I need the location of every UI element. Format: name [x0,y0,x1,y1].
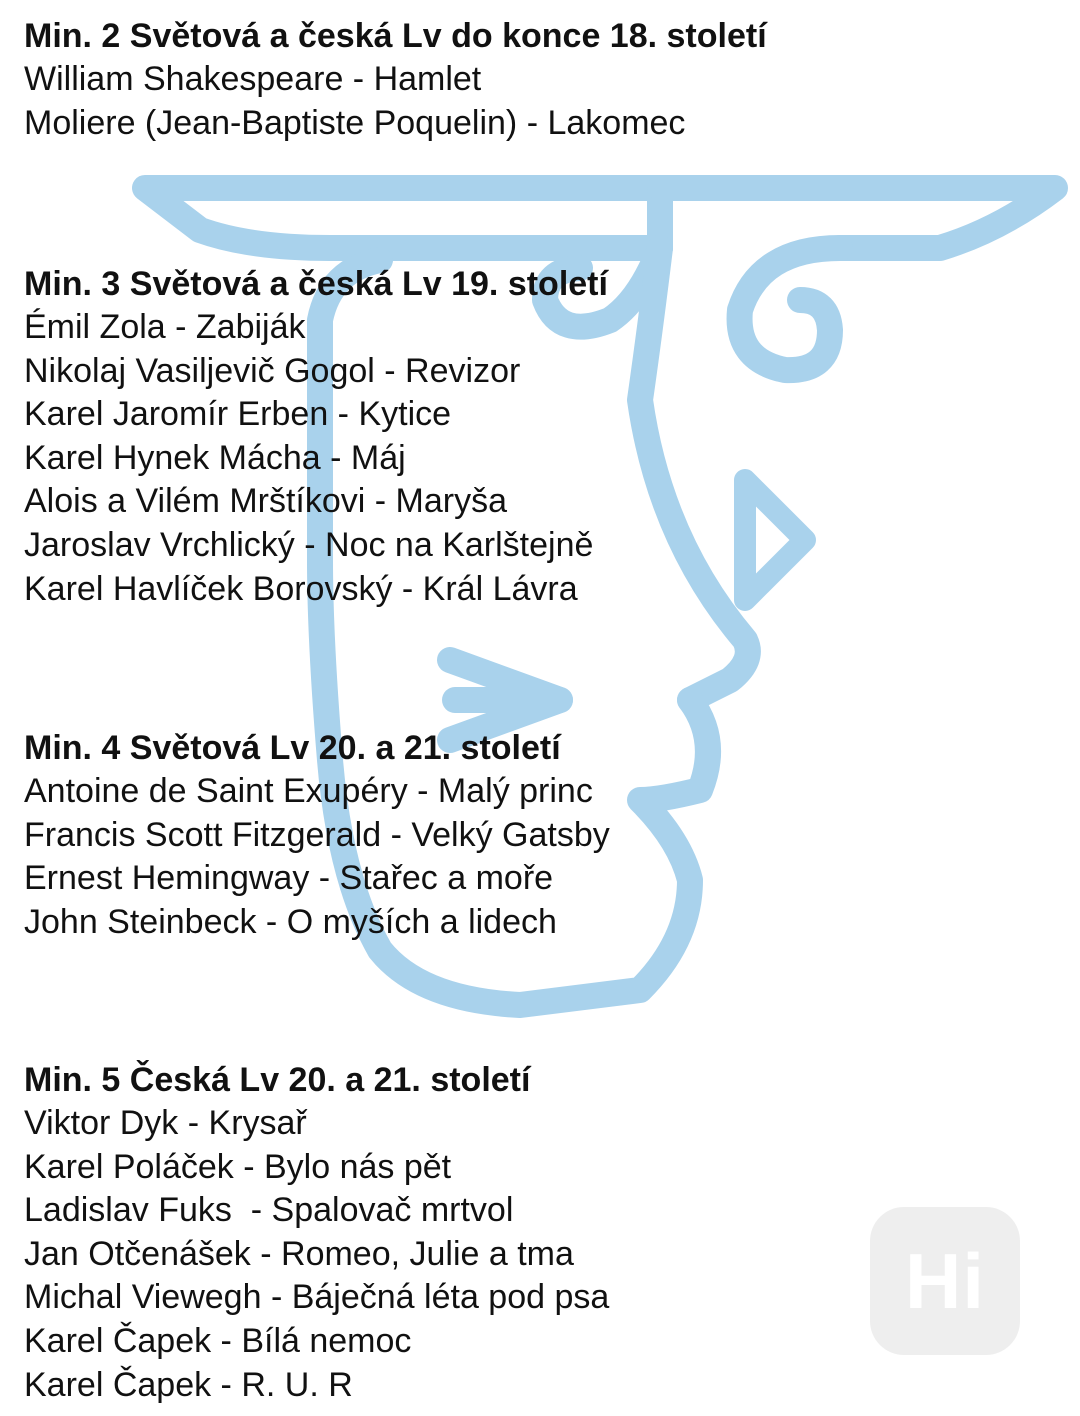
list-item: Ladislav Fuks - Spalovač mrtvol [24,1191,514,1230]
list-item: Karel Hynek Mácha - Máj [24,438,406,477]
list-item: Jaroslav Vrchlický - Noc na Karlštejně [24,525,594,564]
list-item: Michal Viewegh - Báječná léta pod psa [24,1278,610,1317]
section-min-4 [24,726,610,944]
list-item: Karel Čapek - R. U. R [24,1365,353,1404]
list-item: Émil Zola - Zabiják [24,308,306,346]
list-item: John Steinbeck - O myších a lidech [24,902,557,941]
list-item: Karel Jaromír Erben - Kytice [24,395,452,434]
section-min-2 [24,14,767,145]
list-item: Alois a Vilém Mrštíkovi - Maryša [24,482,508,521]
section-title: Min. 5 Česká Lv 20. a 21. století [24,1061,531,1099]
list-item: Moliere (Jean-Baptiste Poquelin) - Lakomec [24,103,686,142]
hi-badge-logo: Hi [870,1207,1020,1355]
list-item: Jan Otčenášek - Romeo, Julie a tma [24,1234,574,1273]
list-item: Francis Scott Fitzgerald - Velký Gatsby [24,815,610,854]
section-title: Min. 2 Světová a česká Lv do konce 18. století [24,17,767,55]
list-item: Ernest Hemingway - Stařec a moře [24,859,554,898]
section-min-5 [24,1058,609,1407]
list-item: Karel Poláček - Bylo nás pět [24,1147,452,1186]
list-item: Karel Havlíček Borovský - Král Lávra [24,569,578,608]
list-item: Nikolaj Vasiljevič Gogol - Revizor [24,351,521,390]
section-title: Min. 4 Světová Lv 20. a 21. století [24,729,561,767]
section-title: Min. 3 Světová a česká Lv 19. století [24,265,608,303]
list-item: William Shakespeare - Hamlet [24,60,482,98]
list-item: Viktor Dyk - Krysař [24,1104,307,1142]
section-min-3 [24,262,608,611]
list-item: Antoine de Saint Exupéry - Malý princ [24,772,593,810]
list-item: Karel Čapek - Bílá nemoc [24,1321,412,1360]
